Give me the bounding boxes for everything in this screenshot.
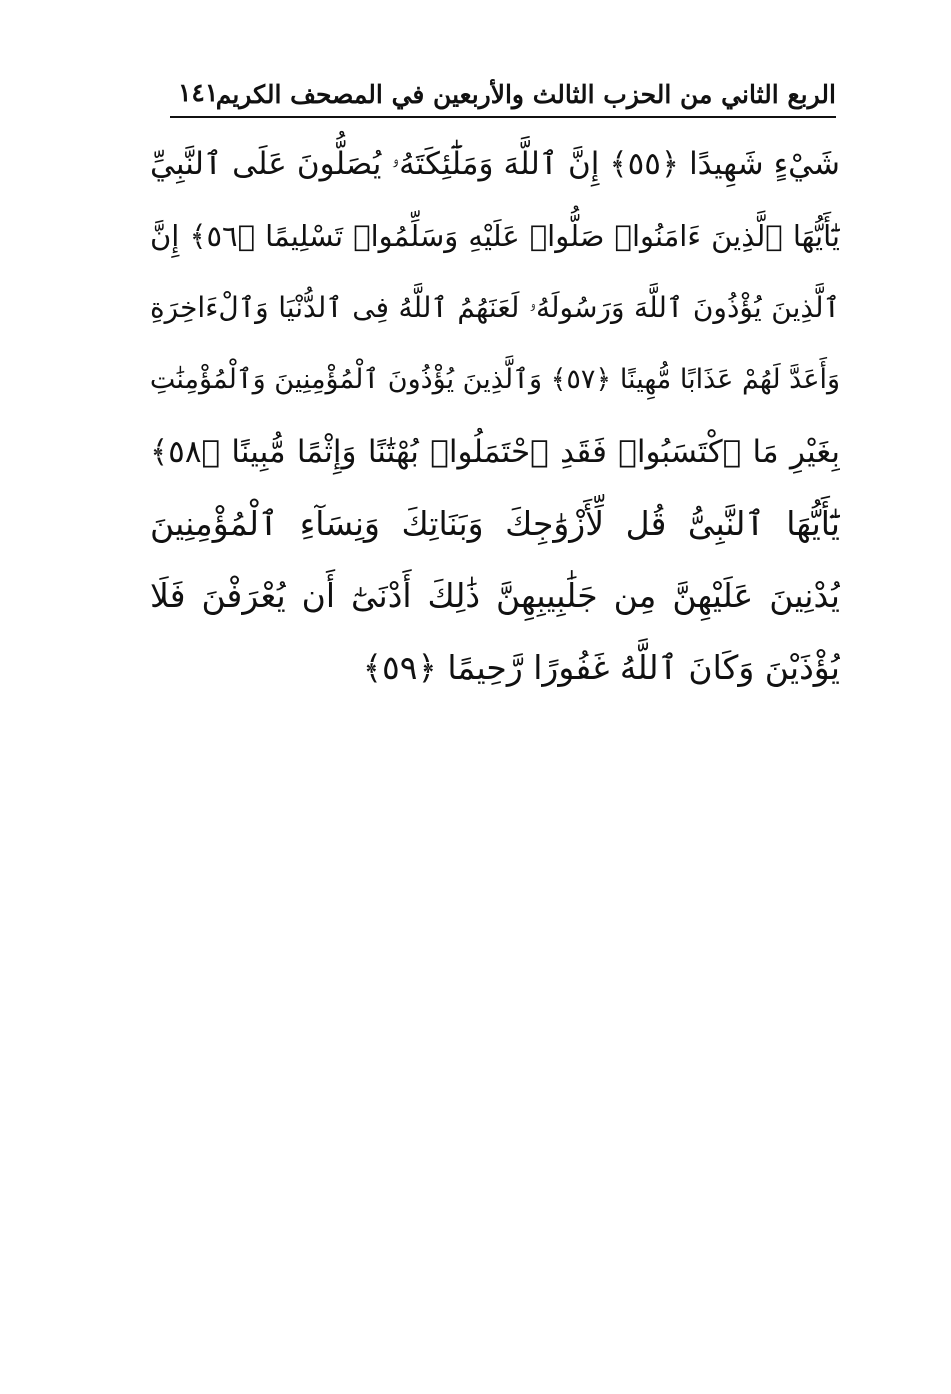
page-number: ١٤١ — [178, 78, 219, 107]
text-line: شَيْءٍ شَهِيدًا ﴿٥٥﴾ إِنَّ ٱللَّهَ وَمَلَٰٓئِكَتَهُۥ يُصَلُّونَ عَلَى ٱلنَّبِيِّ — [150, 146, 840, 182]
page-header — [170, 74, 836, 118]
text-line: يَٰٓأَيُّهَا ٱلَّذِينَ ءَامَنُوا۟ صَلُّوا۟ عَلَيْهِ وَسَلِّمُوا۟ تَسْلِيمًا ﴿٥٦﴾ إِنَّ — [150, 219, 840, 253]
header-title: الربع الثاني من الحزب الثالث والأربعين في المصحف الكريم — [215, 80, 836, 109]
text-line: بِغَيْرِ مَا ٱكْتَسَبُوا۟ فَقَدِ ٱحْتَمَلُوا۟ بُهْتَٰنًا وَإِثْمًا مُّبِينًا ﴿٥٨﴾ — [150, 434, 840, 470]
text-line: يَٰٓأَيُّهَا ٱلنَّبِىُّ قُل لِّأَزْوَٰجِكَ وَبَنَاتِكَ وَنِسَآءِ ٱلْمُؤْمِنِينَ — [150, 504, 840, 543]
header-rule — [170, 116, 836, 118]
text-line: يُؤْذَيْنَ وَكَانَ ٱللَّهُ غَفُورًا رَّحِيمًا ﴿٥٩﴾ — [362, 648, 840, 687]
text-line: ٱلَّذِينَ يُؤْذُونَ ٱللَّهَ وَرَسُولَهُۥ لَعَنَهُمُ ٱللَّهُ فِى ٱلدُّنْيَا وَٱلْءَاخِرَةِ — [150, 291, 840, 324]
quran-text-block — [150, 128, 840, 704]
text-line: وَأَعَدَّ لَهُمْ عَذَابًا مُّهِينًا ﴿٥٧﴾ وَٱلَّذِينَ يُؤْذُونَ ٱلْمُؤْمِنِينَ وَٱلْمُؤْمِنَٰتِ — [150, 364, 840, 395]
text-line: يُدْنِينَ عَلَيْهِنَّ مِن جَلَٰبِيبِهِنَّ ذَٰلِكَ أَدْنَىٰٓ أَن يُعْرَفْنَ فَلَا — [150, 576, 840, 615]
